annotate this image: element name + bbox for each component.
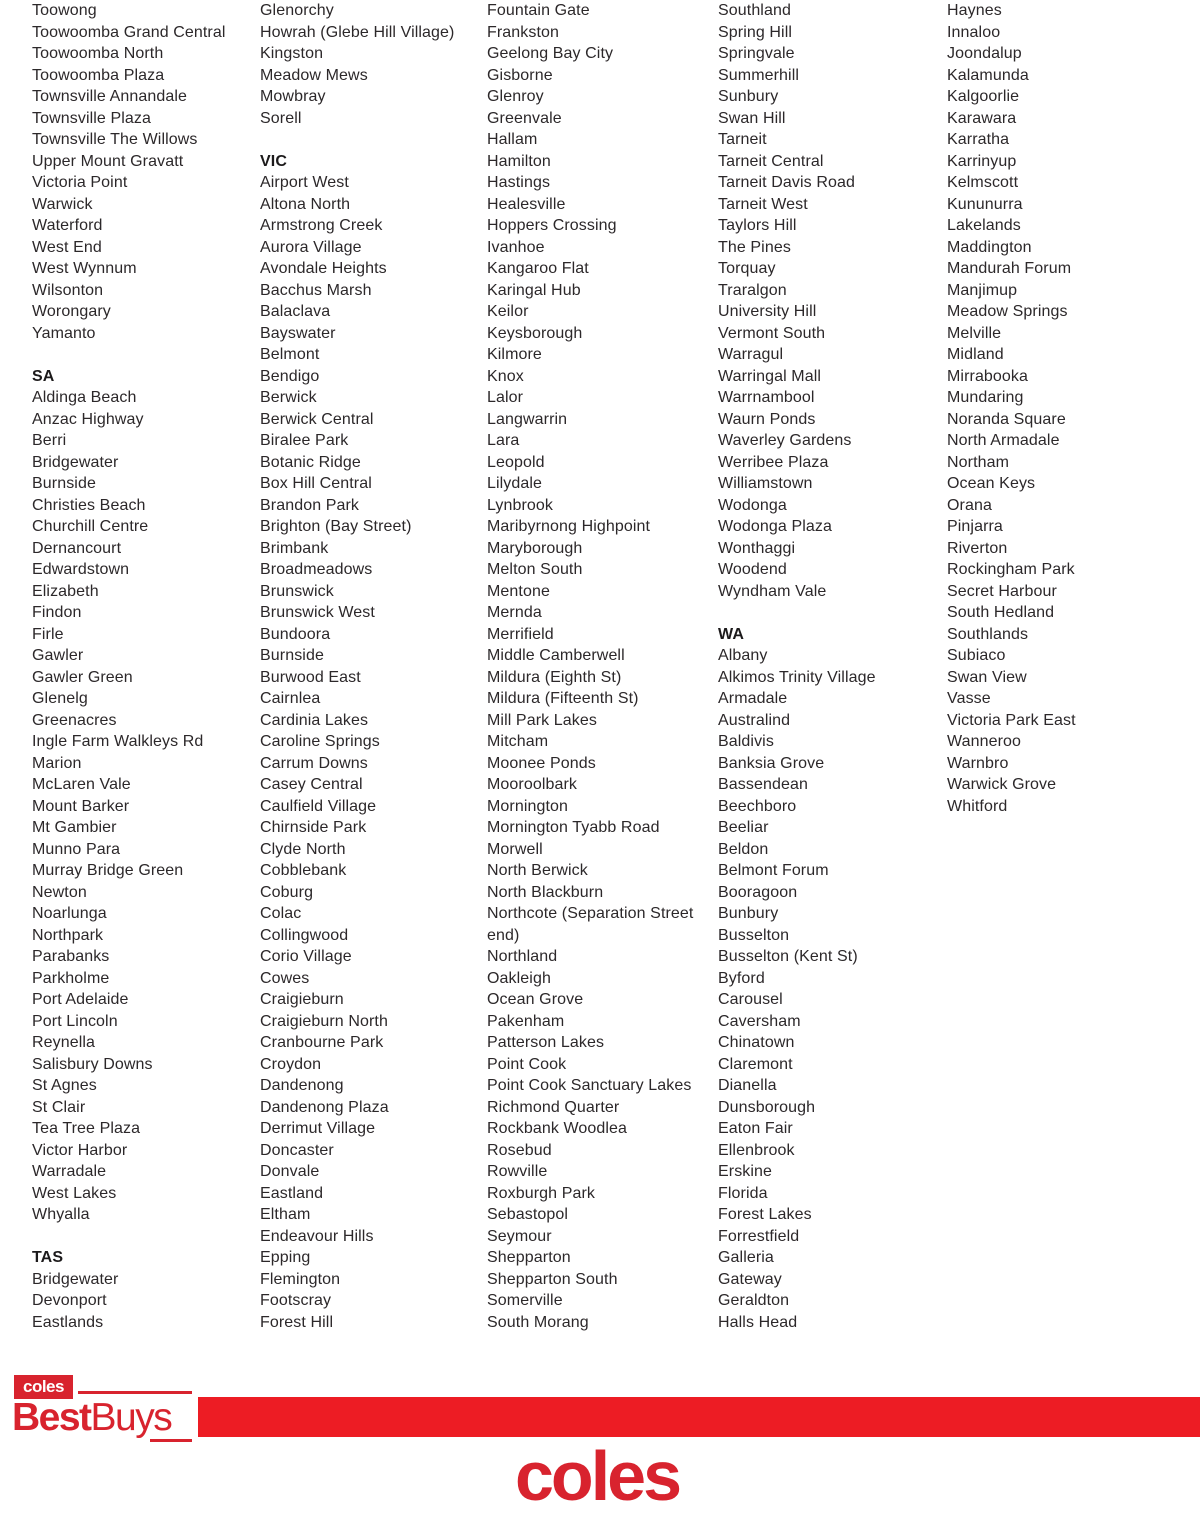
- store-item: Mornington: [487, 797, 569, 815]
- store-item: Anzac Highway: [32, 410, 144, 428]
- store-item: Upper Mount Gravatt: [32, 152, 184, 170]
- store-item: Caversham: [718, 1012, 801, 1030]
- store-item: Torquay: [718, 260, 776, 277]
- store-item: Cardinia Lakes: [260, 711, 369, 729]
- store-item: Vermont South: [718, 324, 826, 342]
- store-item: Epping: [260, 1249, 311, 1266]
- store-item: Burnside: [32, 475, 96, 492]
- store-item: University Hill: [718, 303, 817, 320]
- store-item: Biralee Park: [260, 432, 349, 449]
- store-item: Avondale Heights: [260, 260, 387, 277]
- store-item: Wonthaggi: [718, 539, 796, 557]
- store-item: Chinatown: [718, 1034, 795, 1051]
- store-item: Morwell: [487, 840, 543, 858]
- store-item: Cobblebank: [260, 862, 347, 879]
- store-item: Carrum Downs: [260, 754, 368, 772]
- store-item: Keysborough: [487, 324, 583, 342]
- bestbuys-wordmark: [12, 1396, 171, 1440]
- store-item: Dunsborough: [718, 1098, 816, 1116]
- store-item: Mount Barker: [32, 797, 130, 815]
- store-item: Innaloo: [947, 23, 1001, 41]
- store-item: Glenorchy: [260, 2, 334, 19]
- store-item: Noarlunga: [32, 905, 107, 922]
- store-item: Victoria Point: [32, 174, 128, 191]
- store-item: Spring Hill: [718, 23, 793, 41]
- store-item: Footscray: [260, 1292, 332, 1309]
- store-item: Forest Lakes: [718, 1206, 812, 1223]
- store-item: Toowong: [32, 2, 97, 19]
- store-item: Richmond Quarter: [487, 1098, 620, 1116]
- store-item: Wodonga Plaza: [718, 518, 832, 535]
- store-item: Firle: [32, 625, 64, 643]
- store-item: Berwick: [260, 389, 317, 406]
- store-item: Flemington: [260, 1270, 341, 1288]
- store-item: Christies Beach: [32, 496, 146, 514]
- store-list-column-5: [947, 0, 1167, 817]
- store-item: Moonee Ponds: [487, 754, 596, 772]
- store-item: Greenacres: [32, 711, 117, 729]
- store-item: Karawara: [947, 109, 1017, 127]
- store-item: Caroline Springs: [260, 733, 380, 750]
- store-item: Frankston: [487, 23, 560, 41]
- store-item: Berwick Central: [260, 410, 374, 428]
- store-item: Tarneit Davis Road: [718, 174, 855, 191]
- store-item: Mirrabooka: [947, 367, 1029, 385]
- store-item: Manjimup: [947, 281, 1018, 299]
- store-item: Reynella: [32, 1034, 96, 1051]
- store-item: Vasse: [947, 690, 991, 707]
- store-item: Dianella: [718, 1077, 777, 1094]
- store-item: Pinjarra: [947, 518, 1003, 535]
- store-item: Northland: [487, 948, 558, 965]
- store-item: Salisbury Downs: [32, 1055, 153, 1073]
- store-item: West End: [32, 238, 102, 256]
- store-item: Summerhill: [718, 66, 800, 84]
- store-item: Warwick: [32, 195, 93, 213]
- store-item: West Lakes: [32, 1184, 117, 1202]
- store-item: Midland: [947, 346, 1004, 363]
- store-item: Swan Hill: [718, 109, 786, 127]
- store-item: Coburg: [260, 883, 314, 901]
- store-item: Bridgewater: [32, 1270, 119, 1288]
- column-spacer: [260, 129, 480, 151]
- store-item: Rosebud: [487, 1141, 552, 1159]
- store-item: Brighton (Bay Street): [260, 518, 412, 535]
- store-item: Craigieburn: [260, 991, 344, 1008]
- store-item: Keilor: [487, 303, 529, 320]
- bestbuys-best-text: Best: [12, 1396, 91, 1439]
- state-header: WA: [718, 625, 744, 643]
- store-item: Burwood East: [260, 668, 361, 686]
- store-item: Burnside: [260, 647, 324, 664]
- store-item: Port Adelaide: [32, 991, 129, 1008]
- store-item: Bayswater: [260, 324, 336, 342]
- store-item: Albany: [718, 647, 768, 664]
- store-item: Somerville: [487, 1292, 563, 1309]
- store-item: Shepparton South: [487, 1270, 618, 1288]
- store-item: Sunbury: [718, 88, 779, 105]
- store-item: Erskine: [718, 1163, 773, 1180]
- store-item: Wilsonton: [32, 281, 104, 299]
- store-item: Brunswick West: [260, 604, 375, 621]
- store-item: Dandenong Plaza: [260, 1098, 389, 1116]
- store-item: Booragoon: [718, 883, 798, 901]
- store-item: Kangaroo Flat: [487, 260, 589, 277]
- store-item: Clyde North: [260, 840, 346, 858]
- store-item: Melville: [947, 324, 1002, 342]
- store-item: Byford: [718, 969, 765, 987]
- store-item: Aurora Village: [260, 238, 362, 256]
- store-item: Northam: [947, 453, 1010, 471]
- store-item: Townsville The Willows: [32, 131, 198, 148]
- store-item: Whyalla: [32, 1206, 90, 1223]
- store-item: Glenroy: [487, 88, 544, 105]
- store-item: Mentone: [487, 582, 550, 600]
- store-item: Haynes: [947, 2, 1002, 19]
- store-item: Warragul: [718, 346, 784, 363]
- store-item: Ivanhoe: [487, 238, 545, 256]
- store-item: Pakenham: [487, 1012, 565, 1030]
- store-item: Townsville Plaza: [32, 109, 151, 127]
- store-item: Noranda Square: [947, 410, 1066, 428]
- store-item: Toowoomba Plaza: [32, 66, 165, 84]
- store-item: Springvale: [718, 45, 795, 62]
- store-item: Marion: [32, 754, 82, 772]
- store-item: Elizabeth: [32, 582, 99, 600]
- store-item: Ocean Grove: [487, 991, 584, 1008]
- store-item: Halls Head: [718, 1313, 798, 1331]
- store-item: North Armadale: [947, 432, 1060, 449]
- store-item: Craigieburn North: [260, 1012, 388, 1030]
- store-item: Rowville: [487, 1163, 548, 1180]
- store-item: Armstrong Creek: [260, 217, 383, 234]
- store-item: Berri: [32, 432, 67, 449]
- footer-red-banner: [198, 1397, 1200, 1437]
- store-item: Townsville Annandale: [32, 88, 187, 105]
- store-item: Lara: [487, 432, 520, 449]
- coles-badge-text: coles: [23, 1377, 64, 1396]
- store-item: Werribee Plaza: [718, 453, 829, 471]
- bestbuys-buys-text: Buys: [90, 1396, 172, 1439]
- store-item: Kilmore: [487, 346, 542, 363]
- store-item: Forest Hill: [260, 1313, 334, 1331]
- store-item: Corio Village: [260, 948, 352, 965]
- store-item: Northpark: [32, 926, 104, 944]
- store-item: Dernancourt: [32, 539, 122, 557]
- store-item: Hastings: [487, 174, 551, 191]
- store-item: Australind: [718, 711, 791, 729]
- store-item: Parkholme: [32, 969, 110, 987]
- column-spacer: [32, 344, 252, 366]
- store-item: Melton South: [487, 561, 583, 578]
- store-item: Tea Tree Plaza: [32, 1120, 141, 1137]
- store-item: Joondalup: [947, 45, 1022, 62]
- store-item: Mowbray: [260, 88, 326, 105]
- store-item: Devonport: [32, 1292, 107, 1309]
- store-item: Munno Para: [32, 840, 121, 858]
- store-item: Subiaco: [947, 647, 1006, 664]
- store-item: Box Hill Central: [260, 475, 372, 492]
- store-item: Tarneit: [718, 131, 767, 148]
- store-item: Armadale: [718, 690, 788, 707]
- store-item: Busselton (Kent St): [718, 948, 858, 965]
- store-item: Seymour: [487, 1227, 552, 1245]
- store-item: Oakleigh: [487, 969, 551, 987]
- store-item: Bacchus Marsh: [260, 281, 372, 299]
- store-item: Gisborne: [487, 66, 553, 84]
- store-item: Waverley Gardens: [718, 432, 852, 449]
- store-item: Karrinyup: [947, 152, 1017, 170]
- store-item: Kununurra: [947, 195, 1023, 213]
- store-item: Geelong Bay City: [487, 45, 614, 62]
- store-item: Warringal Mall: [718, 367, 822, 385]
- store-list-column-1: [32, 0, 252, 1333]
- store-item: Orana: [947, 496, 992, 514]
- coles-bestbuys-logo: [0, 1370, 200, 1445]
- store-list-column-3: [487, 0, 707, 1333]
- store-item: Caulfield Village: [260, 797, 377, 815]
- store-item: Point Cook: [487, 1055, 567, 1073]
- store-item: Karingal Hub: [487, 281, 581, 299]
- store-item: Carousel: [718, 991, 783, 1008]
- store-item: Point Cook Sanctuary Lakes: [487, 1077, 692, 1094]
- store-item: Yamanto: [32, 324, 96, 342]
- store-item: Belmont: [260, 346, 320, 363]
- store-item: Healesville: [487, 195, 566, 213]
- store-item: Sebastopol: [487, 1206, 569, 1223]
- store-item: Geraldton: [718, 1292, 790, 1309]
- store-item: Mornington Tyabb Road: [487, 819, 660, 836]
- store-item: Eltham: [260, 1206, 311, 1223]
- store-item: Donvale: [260, 1163, 320, 1180]
- store-item: Hallam: [487, 131, 538, 148]
- store-item: Mitcham: [487, 733, 549, 750]
- column-spacer: [32, 1226, 252, 1248]
- store-item: Mernda: [487, 604, 542, 621]
- store-item: Glenelg: [32, 690, 88, 707]
- store-item: Patterson Lakes: [487, 1034, 605, 1051]
- store-item: Wanneroo: [947, 733, 1022, 750]
- store-item: Claremont: [718, 1055, 793, 1073]
- store-item: Southlands: [947, 625, 1029, 643]
- store-item: Doncaster: [260, 1141, 334, 1159]
- store-item: West Wynnum: [32, 260, 137, 277]
- store-item: Florida: [718, 1184, 768, 1202]
- store-item: Mildura (Eighth St): [487, 668, 622, 686]
- store-item: The Pines: [718, 238, 791, 256]
- store-item: Hamilton: [487, 152, 551, 170]
- store-item: Middle Camberwell: [487, 647, 625, 664]
- store-item: Wyndham Vale: [718, 582, 827, 600]
- store-item: Ellenbrook: [718, 1141, 795, 1159]
- store-item: Victoria Park East: [947, 711, 1076, 729]
- store-item: Lakelands: [947, 217, 1021, 234]
- store-item: Lalor: [487, 389, 524, 406]
- store-item: Whitford: [947, 797, 1008, 815]
- store-item: Mill Park Lakes: [487, 711, 597, 729]
- store-item: Bendigo: [260, 367, 320, 385]
- store-item: Airport West: [260, 174, 349, 191]
- column-spacer: [718, 602, 938, 624]
- store-item: Howrah (Glebe Hill Village): [260, 23, 455, 41]
- store-item: Edwardstown: [32, 561, 130, 578]
- store-item: Gateway: [718, 1270, 782, 1288]
- store-item: Ocean Keys: [947, 475, 1036, 492]
- store-item: St Agnes: [32, 1077, 97, 1094]
- store-item: Langwarrin: [487, 410, 568, 428]
- store-item: Casey Central: [260, 776, 363, 793]
- store-item: Warradale: [32, 1163, 107, 1180]
- store-list-column-4: [718, 0, 938, 1333]
- store-item: Kalamunda: [947, 66, 1029, 84]
- store-item: Busselton: [718, 926, 790, 944]
- store-item: Chirnside Park: [260, 819, 367, 836]
- store-item: Warnbro: [947, 754, 1009, 772]
- store-item: Lilydale: [487, 475, 543, 492]
- store-item: Cranbourne Park: [260, 1034, 384, 1051]
- store-item: Maddington: [947, 238, 1032, 256]
- state-header: TAS: [32, 1249, 64, 1266]
- store-list-column-2: [260, 0, 480, 1333]
- store-item: Tarneit West: [718, 195, 808, 213]
- store-item: Kingston: [260, 45, 324, 62]
- store-item: McLaren Vale: [32, 776, 131, 793]
- store-item: Galleria: [718, 1249, 774, 1266]
- store-item: Eastlands: [32, 1313, 104, 1331]
- store-item: Toowoomba Grand Central: [32, 23, 226, 41]
- store-item: Merrifield: [487, 625, 554, 643]
- store-item: Balaclava: [260, 303, 331, 320]
- store-item: Sorell: [260, 109, 302, 127]
- store-item: Gawler: [32, 647, 84, 664]
- store-item: Williamstown: [718, 475, 813, 492]
- store-item: Colac: [260, 905, 302, 922]
- store-item: Karratha: [947, 131, 1010, 148]
- state-header: SA: [32, 367, 55, 385]
- store-item: Endeavour Hills: [260, 1227, 374, 1245]
- store-item: Lynbrook: [487, 496, 554, 514]
- store-item: Bunbury: [718, 905, 779, 922]
- store-item: Ingle Farm Walkleys Rd: [32, 733, 204, 750]
- store-item: Port Lincoln: [32, 1012, 118, 1030]
- store-item: North Berwick: [487, 862, 588, 879]
- store-item: Southland: [718, 2, 791, 19]
- store-item: Worongary: [32, 303, 111, 320]
- store-item: Mundaring: [947, 389, 1024, 406]
- store-item: Roxburgh Park: [487, 1184, 596, 1202]
- store-item: Tarneit Central: [718, 152, 824, 170]
- store-item: Hoppers Crossing: [487, 217, 617, 234]
- store-item: Woodend: [718, 561, 787, 578]
- store-item: Bridgewater: [32, 453, 119, 471]
- store-item: Meadow Springs: [947, 303, 1068, 320]
- store-item: Swan View: [947, 668, 1027, 686]
- store-item: Murray Bridge Green: [32, 862, 184, 879]
- store-item: Newton: [32, 883, 87, 901]
- store-item: Riverton: [947, 539, 1008, 557]
- store-item: Brunswick: [260, 582, 334, 600]
- store-item: Rockingham Park: [947, 561, 1075, 578]
- store-item: Shepparton: [487, 1249, 571, 1266]
- store-item: Collingwood: [260, 926, 349, 944]
- store-item: Wodonga: [718, 496, 787, 514]
- store-item: Leopold: [487, 453, 545, 471]
- store-item: Baldivis: [718, 733, 774, 750]
- store-item: Meadow Mews: [260, 66, 368, 84]
- store-item: Greenvale: [487, 109, 562, 127]
- store-item: Beechboro: [718, 797, 797, 815]
- store-item: Cowes: [260, 969, 310, 987]
- store-item: South Hedland: [947, 604, 1055, 621]
- store-item: Alkimos Trinity Village: [718, 668, 876, 686]
- store-item: Beldon: [718, 840, 769, 858]
- store-item: Waurn Ponds: [718, 410, 816, 428]
- store-item: Aldinga Beach: [32, 389, 137, 406]
- store-item: Parabanks: [32, 948, 110, 965]
- store-item: Bundoora: [260, 625, 331, 643]
- store-item: South Morang: [487, 1313, 589, 1331]
- store-item: Rockbank Woodlea: [487, 1120, 628, 1137]
- store-item: Maribyrnong Highpoint: [487, 518, 651, 535]
- store-item: Eaton Fair: [718, 1120, 793, 1137]
- store-item: Brandon Park: [260, 496, 360, 514]
- store-item: Altona North: [260, 195, 351, 213]
- store-item: Churchill Centre: [32, 518, 149, 535]
- store-item: Brimbank: [260, 539, 329, 557]
- state-header: VIC: [260, 152, 287, 170]
- store-item: Kalgoorlie: [947, 88, 1020, 105]
- store-item: Belmont Forum: [718, 862, 829, 879]
- coles-wordmark: coles: [515, 1437, 679, 1515]
- store-item: Croydon: [260, 1055, 322, 1073]
- store-item: Victor Harbor: [32, 1141, 128, 1159]
- store-item: Beeliar: [718, 819, 769, 836]
- store-item: Broadmeadows: [260, 561, 373, 578]
- store-item: Knox: [487, 367, 524, 385]
- store-item: Northcote (Separation Street end): [487, 905, 694, 944]
- store-item: Mildura (Fifteenth St): [487, 690, 639, 707]
- store-item: Bassendean: [718, 776, 808, 793]
- store-item: St Clair: [32, 1098, 86, 1116]
- store-item: Dandenong: [260, 1077, 344, 1094]
- store-item: Forrestfield: [718, 1227, 800, 1245]
- store-item: Derrimut Village: [260, 1120, 376, 1137]
- store-item: Banksia Grove: [718, 754, 825, 772]
- store-item: Warwick Grove: [947, 776, 1057, 793]
- store-item: Cairnlea: [260, 690, 321, 707]
- store-item: Findon: [32, 604, 82, 621]
- store-item: North Blackburn: [487, 883, 604, 901]
- bestbuys-top-rule: [78, 1391, 192, 1394]
- store-item: Botanic Ridge: [260, 453, 361, 471]
- store-item: Taylors Hill: [718, 217, 797, 234]
- store-item: Eastland: [260, 1184, 324, 1202]
- store-item: Traralgon: [718, 281, 787, 299]
- store-item: Mandurah Forum: [947, 260, 1072, 277]
- store-item: Mt Gambier: [32, 819, 117, 836]
- store-item: Gawler Green: [32, 668, 133, 686]
- store-item: Toowoomba North: [32, 45, 164, 62]
- store-item: Kelmscott: [947, 174, 1019, 191]
- bestbuys-under-rule: [150, 1439, 192, 1442]
- store-item: Mooroolbark: [487, 776, 578, 793]
- store-item: Fountain Gate: [487, 2, 590, 19]
- store-item: Waterford: [32, 217, 103, 234]
- store-item: Maryborough: [487, 539, 583, 557]
- store-item: Secret Harbour: [947, 582, 1057, 600]
- store-item: Warrnambool: [718, 389, 815, 406]
